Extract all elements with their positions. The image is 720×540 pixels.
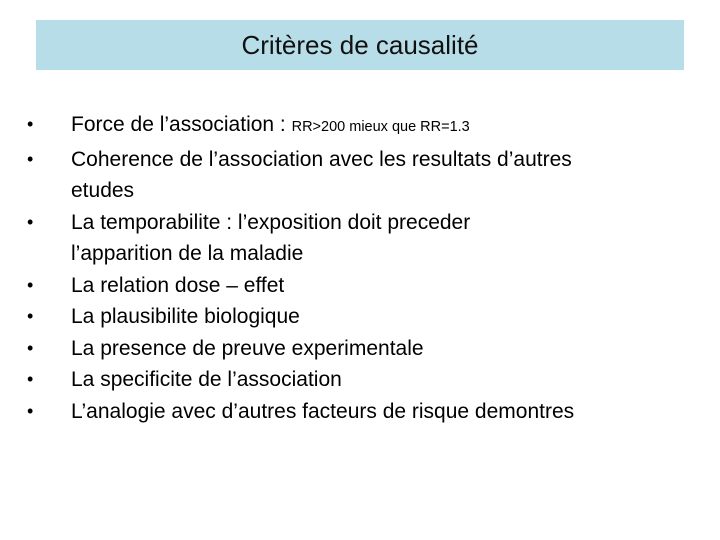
bullet-item-dose-effet (26, 270, 706, 302)
bullet-icon: • (27, 400, 34, 421)
bullet-item-preuve-experimentale (26, 333, 706, 365)
bullet-note: RR>200 mieux que RR=1.3 (291, 119, 470, 135)
bullet-icon: • (27, 274, 34, 295)
slide-title-bar (36, 20, 684, 70)
bullet-icon: • (27, 337, 34, 358)
bullet-item-plausibilite (26, 301, 706, 333)
slide-title: Critères de causalité (241, 29, 479, 60)
bullet-text: La specificite de l’association (71, 368, 342, 391)
bullet-text-continuation: etudes (71, 179, 135, 202)
bullet-text: La relation dose – effet (71, 273, 285, 297)
bullet-text: L’analogie avec d’autres facteurs de risque demontres (71, 399, 575, 423)
bullet-text: La temporabilite : l’exposition doit preceder (71, 210, 471, 234)
bullet-item-force (26, 109, 706, 144)
bullet-icon: • (27, 114, 34, 134)
bullet-item-analogie (26, 396, 706, 428)
bullet-item-temporabilite (26, 207, 706, 270)
bullet-icon: • (27, 306, 34, 326)
criteria-bullet-list (26, 109, 706, 427)
bullet-icon: • (27, 211, 34, 232)
bullet-text-continuation: l’apparition de la maladie (71, 242, 304, 265)
bullet-text: La presence de preuve experimentale (71, 336, 424, 360)
bullet-text: Force de l’association : (71, 113, 292, 136)
bullet-text: La plausibilite biologique (71, 305, 300, 328)
bullet-item-specificite (26, 364, 706, 396)
bullet-icon: • (27, 148, 34, 169)
bullet-item-coherence (26, 144, 706, 207)
bullet-icon: • (27, 369, 34, 389)
bullet-text: Coherence de l’association avec les resultats d’autres (71, 147, 572, 171)
